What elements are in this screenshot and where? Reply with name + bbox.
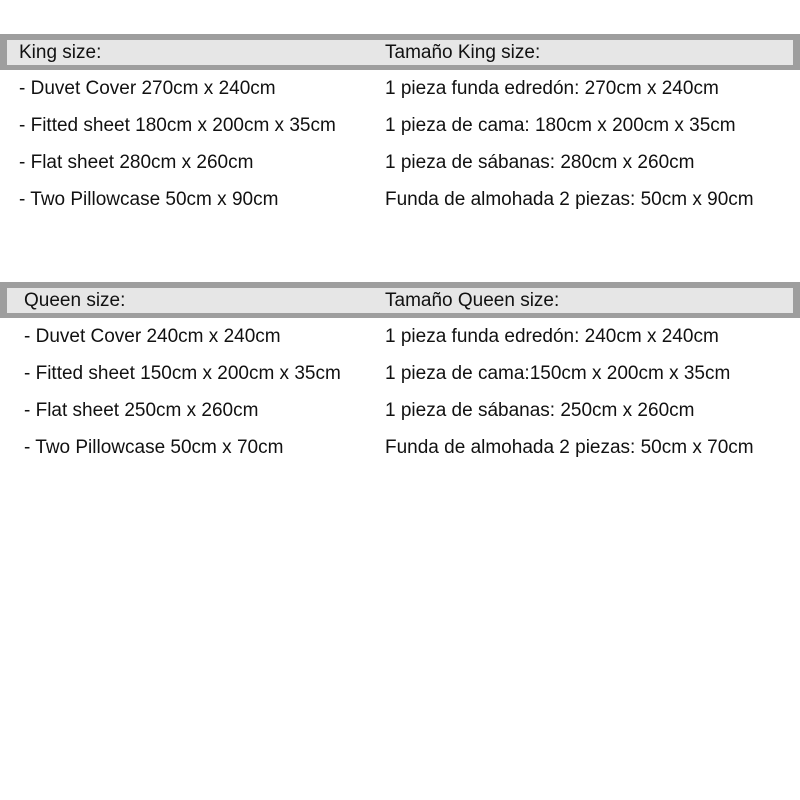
item-es: 1 pieza funda edredón: 270cm x 240cm: [385, 78, 719, 99]
item-en: - Two Pillowcase 50cm x 70cm: [24, 437, 284, 458]
king-size-header-bar: [7, 40, 793, 65]
queen-size-title-en: Queen size:: [24, 290, 126, 311]
item-es: 1 pieza de sábanas: 250cm x 260cm: [385, 400, 695, 421]
list-item: [0, 181, 800, 218]
queen-size-header-bar: [7, 288, 793, 313]
king-size-section: [0, 34, 800, 218]
list-item: [0, 392, 800, 429]
king-size-title-es: Tamaño King size:: [385, 42, 541, 63]
king-size-list: [0, 70, 800, 218]
king-size-header: [0, 34, 800, 70]
item-es: 1 pieza de cama: 180cm x 200cm x 35cm: [385, 115, 736, 136]
item-en: - Two Pillowcase 50cm x 90cm: [19, 189, 279, 210]
item-es: 1 pieza funda edredón: 240cm x 240cm: [385, 326, 719, 347]
list-item: [0, 107, 800, 144]
list-item: [0, 144, 800, 181]
list-item: [0, 318, 800, 355]
queen-size-header: [0, 282, 800, 318]
king-size-title-en: King size:: [19, 42, 102, 63]
list-item: [0, 355, 800, 392]
item-es: Funda de almohada 2 piezas: 50cm x 70cm: [385, 437, 754, 458]
list-item: [0, 429, 800, 466]
item-es: 1 pieza de cama:150cm x 200cm x 35cm: [385, 363, 731, 384]
item-es: 1 pieza de sábanas: 280cm x 260cm: [385, 152, 695, 173]
item-en: - Fitted sheet 150cm x 200cm x 35cm: [24, 363, 341, 384]
item-en: - Duvet Cover 240cm x 240cm: [24, 326, 281, 347]
queen-size-title-es: Tamaño Queen size:: [385, 290, 560, 311]
item-en: - Flat sheet 250cm x 260cm: [24, 400, 259, 421]
item-en: - Fitted sheet 180cm x 200cm x 35cm: [19, 115, 336, 136]
queen-size-list: [0, 318, 800, 466]
item-en: - Flat sheet 280cm x 260cm: [19, 152, 254, 173]
item-es: Funda de almohada 2 piezas: 50cm x 90cm: [385, 189, 754, 210]
list-item: [0, 70, 800, 107]
item-en: - Duvet Cover 270cm x 240cm: [19, 78, 276, 99]
queen-size-section: [0, 282, 800, 466]
